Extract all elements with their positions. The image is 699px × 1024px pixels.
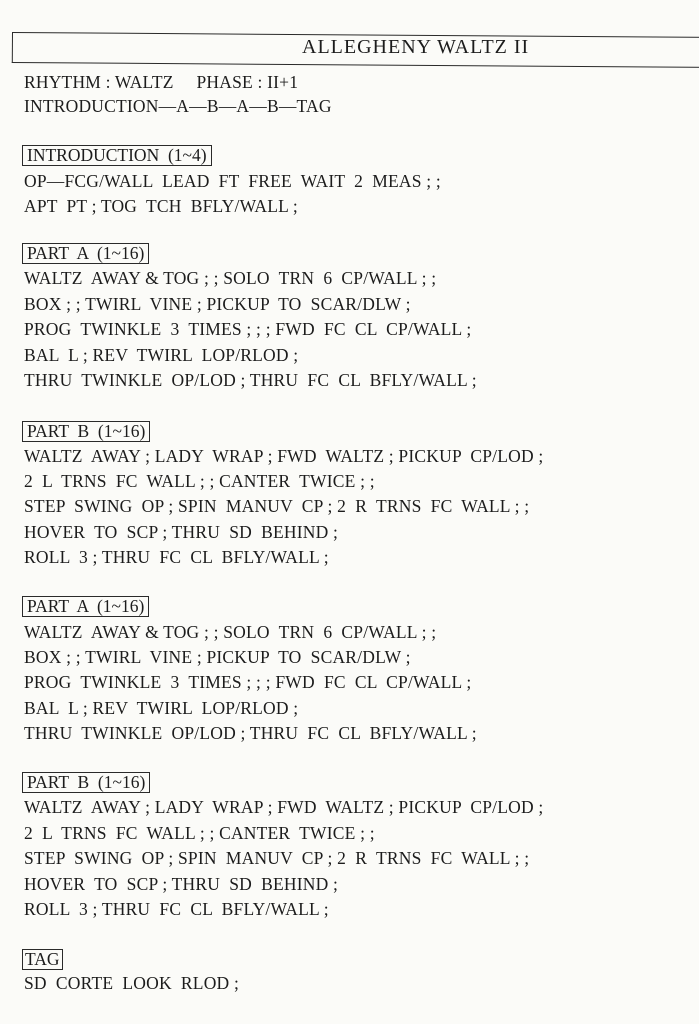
step-line: SD CORTE LOOK RLOD ; (24, 973, 240, 993)
step-line: BOX ; ; TWIRL VINE ; PICKUP TO SCAR/DLW ; (24, 647, 411, 667)
page-title: ALLEGHENY WALTZ II (302, 36, 530, 58)
step-line: STEP SWING OP ; SPIN MANUV CP ; 2 R TRNS FC WALL ; ; (24, 848, 530, 868)
step-line: WALTZ AWAY ; LADY WRAP ; FWD WALTZ ; PICKUP CP/LOD ; (24, 446, 544, 466)
section-heading-tag: TAG (22, 949, 63, 970)
section-heading-part-b: PART B (1~16) (22, 772, 150, 793)
step-line: BAL L ; REV TWIRL LOP/RLOD ; (24, 698, 299, 718)
step-line: HOVER TO SCP ; THRU SD BEHIND ; (24, 874, 339, 894)
step-line: PROG TWINKLE 3 TIMES ; ; ; FWD FC CL CP/WALL ; (24, 672, 472, 692)
rhythm-line: RHYTHM : WALTZ PHASE : II+1 (24, 72, 299, 92)
step-line: WALTZ AWAY & TOG ; ; SOLO TRN 6 CP/WALL ; ; (24, 622, 437, 642)
step-line: BAL L ; REV TWIRL LOP/RLOD ; (24, 345, 299, 365)
section-heading-introduction: INTRODUCTION (1~4) (22, 145, 212, 166)
step-line: ROLL 3 ; THRU FC CL BFLY/WALL ; (24, 547, 329, 567)
step-line: STEP SWING OP ; SPIN MANUV CP ; 2 R TRNS FC WALL ; ; (24, 496, 530, 516)
step-line: BOX ; ; TWIRL VINE ; PICKUP TO SCAR/DLW ; (24, 294, 411, 314)
step-line: ROLL 3 ; THRU FC CL BFLY/WALL ; (24, 899, 329, 919)
step-line: THRU TWINKLE OP/LOD ; THRU FC CL BFLY/WALL ; (24, 370, 477, 390)
step-line: OP—FCG/WALL LEAD FT FREE WAIT 2 MEAS ; ; (24, 171, 441, 191)
step-line: APT PT ; TOG TCH BFLY/WALL ; (24, 196, 298, 216)
step-line: WALTZ AWAY & TOG ; ; SOLO TRN 6 CP/WALL ; ; (24, 268, 437, 288)
step-line: THRU TWINKLE OP/LOD ; THRU FC CL BFLY/WALL ; (24, 723, 477, 743)
step-line: 2 L TRNS FC WALL ; ; CANTER TWICE ; ; (24, 471, 375, 491)
section-heading-part-b: PART B (1~16) (22, 421, 150, 442)
section-heading-part-a: PART A (1~16) (22, 243, 149, 264)
step-line: 2 L TRNS FC WALL ; ; CANTER TWICE ; ; (24, 823, 375, 843)
step-line: PROG TWINKLE 3 TIMES ; ; ; FWD FC CL CP/WALL ; (24, 319, 472, 339)
step-line: WALTZ AWAY ; LADY WRAP ; FWD WALTZ ; PICKUP CP/LOD ; (24, 797, 544, 817)
section-heading-part-a: PART A (1~16) (22, 596, 149, 617)
sequence-line: INTRODUCTION—A—B—A—B—TAG (24, 96, 332, 116)
step-line: HOVER TO SCP ; THRU SD BEHIND ; (24, 522, 339, 542)
